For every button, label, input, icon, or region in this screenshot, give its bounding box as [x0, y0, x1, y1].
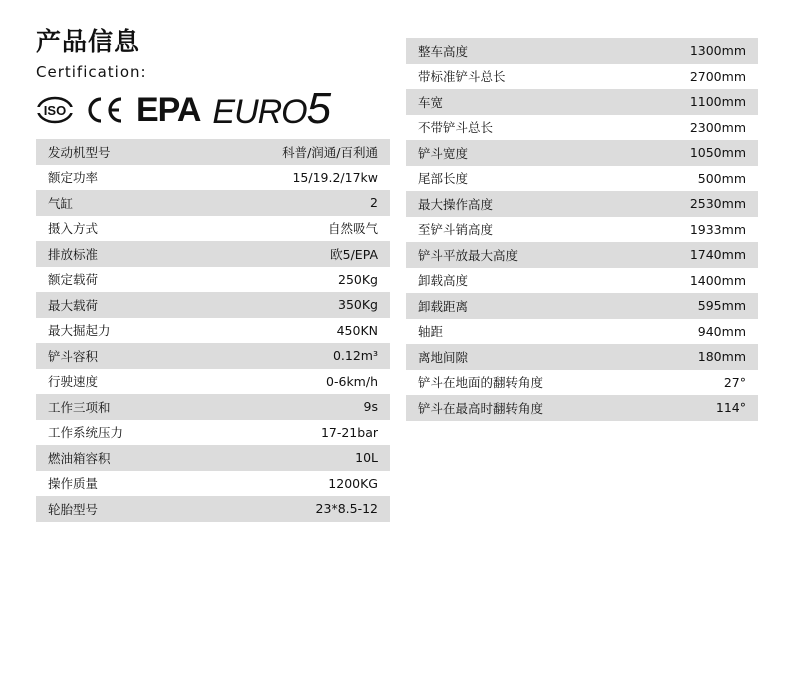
page-title: 产品信息	[36, 27, 141, 56]
spec-row	[406, 191, 758, 217]
spec-row	[36, 267, 390, 293]
spec-row	[36, 165, 390, 191]
spec-value: 9s	[196, 394, 390, 420]
left-spec-table	[36, 139, 390, 522]
spec-row	[406, 242, 758, 268]
spec-value: 23*8.5-12	[196, 496, 390, 522]
euro5-logo	[212, 83, 331, 133]
spec-label: 铲斗宽度	[406, 140, 635, 166]
spec-row	[36, 369, 390, 395]
spec-value: 250Kg	[338, 271, 378, 287]
spec-label: 燃油箱容积	[36, 445, 196, 471]
spec-value: 180mm	[635, 344, 758, 370]
spec-value: 940mm	[697, 323, 746, 339]
product-info-header	[36, 26, 386, 132]
spec-value: 1200KG	[328, 475, 378, 491]
spec-value: 10L	[196, 445, 390, 471]
spec-label: 额定载荷	[48, 272, 99, 288]
spec-value: 1740mm	[635, 242, 758, 268]
spec-value: 595mm	[635, 293, 758, 319]
spec-label: 最大载荷	[36, 292, 196, 318]
spec-row	[36, 318, 390, 344]
euro-logo-text: EURO	[212, 92, 307, 131]
spec-label: 行驶速度	[48, 374, 99, 390]
spec-value: 0-6km/h	[326, 373, 378, 389]
spec-label: 铲斗容积	[36, 343, 196, 369]
certification-logos	[36, 83, 386, 133]
spec-row	[36, 216, 390, 242]
spec-value: 27°	[723, 374, 746, 390]
spec-label: 尾部长度	[418, 171, 469, 187]
spec-label: 轮胎型号	[36, 496, 196, 522]
spec-label: 工作系统压力	[48, 425, 124, 441]
spec-row	[36, 471, 390, 497]
spec-value: 1933mm	[689, 221, 746, 237]
spec-value: 2	[196, 190, 390, 216]
spec-row	[36, 343, 390, 369]
spec-row	[406, 140, 758, 166]
spec-row	[36, 241, 390, 267]
spec-label: 铲斗在地面的翻转角度	[418, 375, 544, 391]
spec-label: 摄入方式	[48, 221, 99, 237]
spec-value: 2530mm	[635, 191, 758, 217]
spec-label: 卸载高度	[418, 273, 469, 289]
spec-row	[406, 166, 758, 192]
spec-value: 2700mm	[689, 68, 746, 84]
spec-label: 至铲斗销高度	[418, 222, 494, 238]
spec-value: 1050mm	[635, 140, 758, 166]
spec-row	[406, 395, 758, 421]
spec-value: 0.12m³	[196, 343, 390, 369]
spec-value: 350Kg	[196, 292, 390, 318]
spec-row	[406, 217, 758, 243]
certification-label: Certification:	[36, 63, 147, 81]
spec-label: 带标准铲斗总长	[418, 69, 506, 85]
spec-value: 114°	[635, 395, 758, 421]
epa-logo: EPA	[136, 91, 201, 129]
spec-row	[406, 268, 758, 294]
spec-row	[36, 420, 390, 446]
spec-row	[406, 370, 758, 396]
spec-row	[406, 293, 758, 319]
spec-row	[406, 115, 758, 141]
spec-row	[36, 139, 390, 165]
spec-label: 发动机型号	[36, 139, 196, 165]
spec-value: 17-21bar	[320, 424, 378, 440]
spec-value: 1100mm	[635, 89, 758, 115]
spec-row	[406, 64, 758, 90]
spec-label: 额定功率	[48, 170, 99, 186]
spec-value: 1300mm	[635, 38, 758, 64]
ce-logo	[84, 95, 126, 125]
euro-number: 5	[306, 83, 331, 133]
spec-label: 车宽	[406, 89, 635, 115]
spec-row	[36, 496, 390, 522]
spec-value: 1400mm	[689, 272, 746, 288]
spec-label: 气缸	[36, 190, 196, 216]
spec-value: 450KN	[336, 322, 378, 338]
spec-label: 卸载距离	[406, 293, 635, 319]
spec-value: 欧5/EPA	[196, 241, 390, 267]
spec-row	[406, 319, 758, 345]
spec-value: 2300mm	[689, 119, 746, 135]
spec-row	[36, 190, 390, 216]
spec-row	[36, 292, 390, 318]
spec-row	[406, 89, 758, 115]
spec-label: 不带铲斗总长	[418, 120, 494, 136]
spec-label: 最大操作高度	[406, 191, 635, 217]
spec-value: 自然吸气	[327, 221, 378, 237]
spec-row	[406, 38, 758, 64]
spec-row	[36, 394, 390, 420]
spec-label: 排放标准	[36, 241, 196, 267]
spec-row	[406, 344, 758, 370]
spec-label: 铲斗平放最大高度	[406, 242, 635, 268]
spec-label: 最大掘起力	[48, 323, 111, 339]
spec-row	[36, 445, 390, 471]
spec-value: 15/19.2/17kw	[292, 169, 378, 185]
spec-label: 离地间隙	[406, 344, 635, 370]
spec-label: 整车高度	[406, 38, 635, 64]
spec-label: 铲斗在最高时翻转角度	[406, 395, 635, 421]
right-spec-table	[406, 38, 758, 421]
spec-label: 轴距	[418, 324, 444, 340]
spec-value: 500mm	[697, 170, 746, 186]
iso-logo-text: ISO	[43, 103, 67, 118]
spec-label: 操作质量	[48, 476, 99, 492]
spec-label: 工作三项和	[36, 394, 196, 420]
iso-logo	[36, 95, 74, 125]
spec-value: 科普/润通/百利通	[196, 139, 390, 165]
